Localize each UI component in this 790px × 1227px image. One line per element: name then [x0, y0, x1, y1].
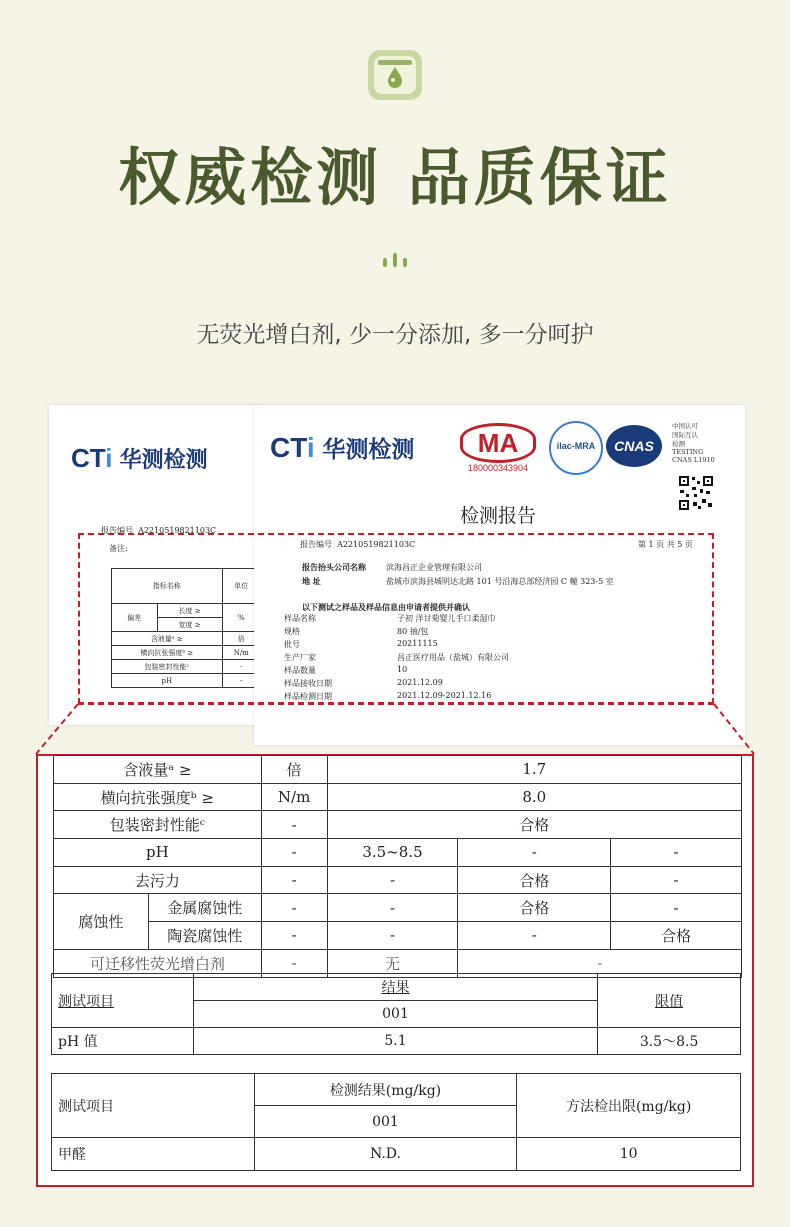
- zoom-results-table: [53, 755, 742, 978]
- table-row: 含液量ᵃ ≥ 倍 1.7: [54, 756, 742, 784]
- cti-brand: CTi 华测检测: [270, 432, 415, 463]
- table-row: 可迁移性荧光增白剂 - 无 -: [54, 949, 742, 977]
- highlight-frame: [78, 533, 714, 704]
- ilac-mra-icon: ilac-MRA: [549, 421, 603, 475]
- cnas-logo-icon: CNAS: [606, 425, 662, 467]
- table-row: 腐蚀性 金属腐蚀性 - - 合格 -: [54, 894, 742, 922]
- address-label: 地 址: [302, 576, 321, 586]
- address-value: 盐城市滨海县城明达北路 101 号沿海总部经济园 C 幢 323-5 室: [386, 577, 614, 586]
- report-title: 检测报告: [460, 505, 537, 527]
- table-row: pH - 3.5~8.5 - -: [54, 839, 742, 867]
- table-row: 陶瓷腐蚀性 - - - 合格: [54, 922, 742, 950]
- cti-brand: CTi 华测检测: [71, 443, 208, 473]
- table-row: 横向抗张强度ᵇ ≥ N/m 8.0: [54, 783, 742, 811]
- table-row: 测试项目 检测结果(mg/kg) 方法检出限(mg/kg): [52, 1074, 741, 1106]
- formaldehyde-results-table: [51, 1073, 741, 1171]
- ph-results-table: [51, 973, 741, 1055]
- page-title: 权威检测 品质保证: [118, 141, 672, 214]
- table-row: pH 值 5.1 3.5～8.5: [52, 1028, 741, 1055]
- table-row: 001: [52, 1106, 741, 1138]
- sample-notice: 以下测试之样品及样品信息由申请者提供并确认: [302, 602, 470, 612]
- droplet-logo-icon: [368, 50, 422, 100]
- table-row: 测试项目 结果 限值: [52, 974, 741, 1001]
- back-remark: 备注:: [109, 544, 128, 553]
- table-row: 甲醛 N.D. 10: [52, 1138, 741, 1171]
- company-value: 滨海昌正企业管理有限公司: [386, 563, 482, 572]
- back-report-number: 报告编号 A2210519821103C: [101, 526, 217, 535]
- page-info: 第 1 页 共 5 页: [638, 540, 693, 549]
- back-report-table: 指标名称 单位 偏差 长度 ≥ % 宽度 ≥ 含液量ᵃ ≥ 倍 横向抗张强度ᵇ ≥ N/m 包装密封性能ᶜ - pH -: [111, 568, 261, 688]
- cnas-cert-text: 中国认可 国际互认 检测 TESTING CNAS L1910: [672, 422, 715, 464]
- report-number: 报告编号 A2210519821103C: [300, 540, 416, 549]
- company-label: 报告抬头公司名称: [302, 562, 366, 572]
- cma-seal-icon: MA 180000343904: [460, 423, 536, 473]
- front-report-sheet: CTi 华测检测 MA 180000343904 ilac-MRA CNAS 中国认可 国际互认 检测 TESTING CNAS L1910 检测报告 报告编号 A2210519821103C 第 1 页 共 5 页 报告抬头公司名称 滨海昌正企业管理有限公司 地 址 盐城市滨海县城明达北路 101 号沿海总部经济园 C 幢 323-5 室 以下测试之样品及样品信息由申请者提供并确认 样品名称 子初 洋甘菊婴儿手口柔湿巾 规格 80 抽/包 批号 20211115 生产厂家 昌正医疗用品（盐城）有限公司 样品数量 10 样品接收日期 2021.12.09 样品检测日期 2021.12.09-2021.12.16: [254, 405, 745, 745]
- page-subtitle: 无荧光增白剂, 少一分添加, 多一分呵护: [196, 322, 594, 348]
- table-row: 001: [52, 1001, 741, 1028]
- table-row: 包装密封性能ᶜ - 合格: [54, 811, 742, 839]
- table-row: 去污力 - - 合格 -: [54, 866, 742, 894]
- decorative-dots-icon: [381, 252, 411, 268]
- qr-code-icon: [678, 475, 714, 511]
